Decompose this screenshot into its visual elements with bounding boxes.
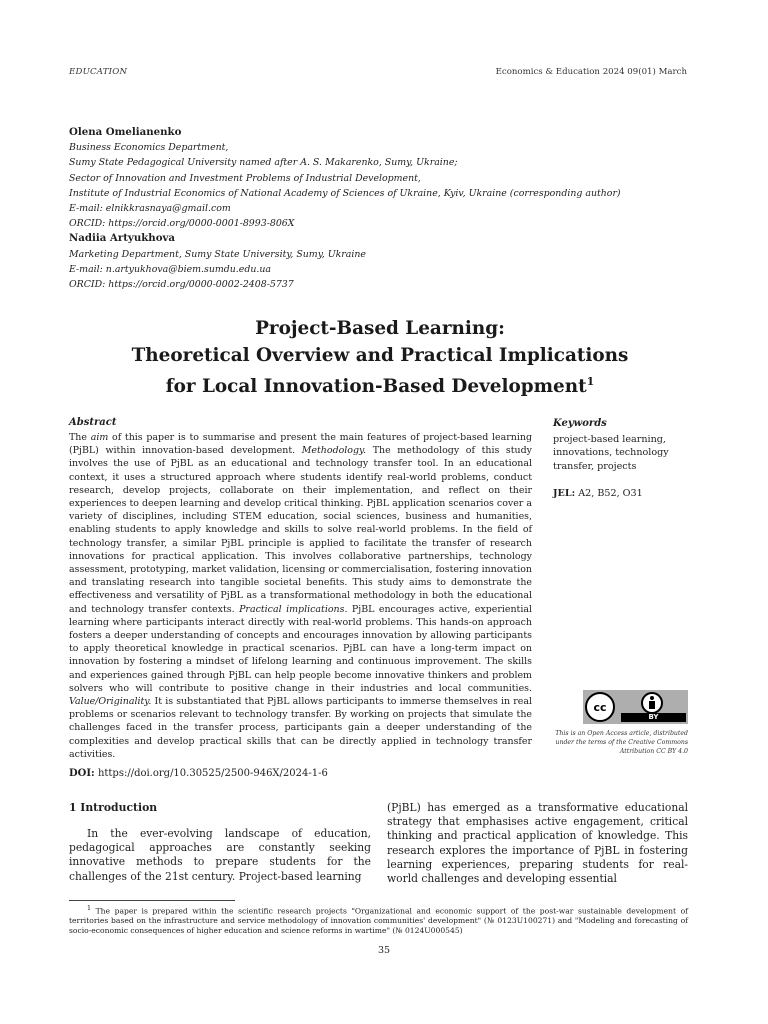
author-email[interactable]: E-mail: n.artyukhova@biem.sumdu.edu.ua — [69, 263, 271, 275]
abstract-text — [69, 431, 532, 761]
jel-label: JEL: — [553, 487, 576, 499]
keywords-sidebar — [553, 417, 693, 500]
cc-license-badge[interactable] — [583, 690, 688, 724]
by-label: BY — [621, 713, 686, 722]
title-footnote-mark[interactable]: 1 — [586, 375, 595, 388]
footnote-text: The paper is prepared within the scientific research projects "Organizational and economic support of the post-war sustainable development of territories based on the infrastructure and service methodology of innovation communities' development" (№ 0123U100271) and "Modeling and forecasting of socio-economic consequences of higher education and science reforms in wartime" (№ 0124U000545) — [69, 906, 688, 935]
page-number: 35 — [377, 945, 391, 956]
doi-line — [69, 768, 328, 779]
license-note-line: This is an Open Access article, distributed — [555, 730, 688, 737]
journal-issue: Economics & Education 2024 09(01) March — [495, 67, 687, 77]
body-column-left — [69, 801, 371, 884]
abstract-heading: Abstract — [69, 417, 117, 428]
doi-label: DOI: — [69, 768, 95, 779]
license-note-line: Attribution CC BY 4.0 — [619, 747, 688, 755]
abstract-run: The methodology of this study involves the use of PjBL as an educational and technology transfer tool. In an educational context, it uses a structured approach where students identify real-world problems, conduct research, develop projects, collaborate on their implementation, and reflect on their experiences to deepen learning and develop critical thinking. PjBL application scenarios cover a variety of disciplines, including STEM education, social sciences, business and humanities, enabling students to apply knowledge and skills to solve real-world problems. In the field of technology transfer, a similar PjBL principle is applied to facilitate the transfer of research innovations for practical application. This involves collaborative partnerships, technology assessment, prototyping, market validation, licensing or commercialisation, fostering innovation and translating research into tangible societal benefits. This study aims to demonstrate the effectiveness and versatility of PjBL as a transformational methodology in both the educational and technology transfer contexts. — [69, 445, 532, 615]
keyword-line: innovations, technology — [553, 447, 669, 459]
author-orcid[interactable]: ORCID: https://orcid.org/0000-0002-2408-5737 — [69, 279, 294, 291]
author-affiliation: Sector of Innovation and Investment Problems of Industrial Development, — [69, 172, 421, 184]
body-paragraph: (PjBL) has emerged as a transformative educational strategy that emphasises active engagement, critical thinking and practical application of knowledge. This research explores the importance of PjBL in fostering learning experiences, preparing students for real-world challenges and developing essential — [387, 801, 688, 886]
abstract-run: PjBL encourages active, experiential learning where participants interact directly with real-world problems. This hands-on approach fosters a deeper understanding of concepts and encourages innovation by allowing participants to apply theoretical knowledge in practical scenarios. PjBL can have a long-term impact on innovation by fostering a mindset of lifelong learning and continuous improvement. The skills and experiences gained through PjBL can help people become innovative thinkers and problem solvers who will contribute to positive change in their industries and local communities. — [69, 603, 532, 694]
keywords-heading: Keywords — [553, 418, 607, 429]
section-heading: 1 Introduction — [69, 801, 158, 814]
footnote-mark: 1 — [87, 905, 92, 912]
paper-title — [70, 316, 690, 401]
abstract-run: It is substantiated that PjBL allows participants to immerse themselves in real problems or scenarios relevant to technology transfer. By working on projects that simulate the challenges faced in the transfer process, participants gain a deeper understanding of the complexities and develop practical skills that can be directly applied in technology transfer activities. — [69, 696, 532, 760]
author-affiliation: Institute of Industrial Economics of National Academy of Sciences of Ukraine, Kyiv, Ukraine (corresponding author) — [69, 187, 621, 199]
license-note-line: under the terms of the Creative Commons — [555, 738, 688, 746]
abstract-emphasis: Value/Originality. — [69, 696, 152, 708]
body-column-right — [387, 801, 688, 886]
doi-link[interactable]: https://doi.org/10.30525/2500-946X/2024-1-6 — [94, 768, 328, 779]
footnote-divider — [69, 900, 235, 901]
section-label: EDUCATION — [69, 67, 128, 77]
author-name: Olena Omelianenko — [69, 126, 182, 138]
by-attribution — [619, 690, 688, 724]
abstract-emphasis: Practical implications. — [239, 603, 348, 615]
author-block — [69, 125, 689, 292]
abstract-run: of this paper is to summarise and present the main features of project-based learning (PjBL) within innovation-based development. — [69, 432, 532, 457]
jel-value: A2, B52, O31 — [575, 487, 643, 499]
title-line-text: for Local Innovation-Based Development — [165, 376, 587, 398]
license-note — [540, 730, 688, 756]
person-icon — [641, 692, 663, 714]
abstract-section — [69, 417, 532, 761]
abstract-run: The — [69, 432, 91, 443]
abstract-emphasis: Methodology. — [301, 445, 367, 457]
author-affiliation: Marketing Department, Sumy State University, Sumy, Ukraine — [69, 248, 366, 260]
abstract-emphasis: aim — [90, 432, 109, 443]
footnote — [69, 904, 688, 935]
author-orcid[interactable]: ORCID: https://orcid.org/0000-0001-8993-806X — [69, 218, 295, 230]
author-affiliation: Business Economics Department, — [69, 142, 229, 154]
body-paragraph: In the ever-evolving landscape of education, pedagogical approaches are constantly seeking innovative methods to prepare students for the challenges of the 21st century. Project-based learning — [69, 827, 371, 883]
keyword-line: transfer, projects — [553, 460, 637, 472]
author-affiliation: Sumy State Pedagogical University named after A. S. Makarenko, Sumy, Ukraine; — [69, 157, 458, 169]
jel-codes — [553, 487, 693, 500]
author-name: Nadiia Artyukhova — [69, 232, 176, 245]
cc-icon: cc — [585, 692, 615, 722]
title-line — [70, 369, 690, 401]
keyword-line: project-based learning, — [553, 434, 666, 446]
keywords-list — [553, 433, 693, 473]
title-line: Theoretical Overview and Practical Implications — [131, 344, 629, 366]
title-line: Project-Based Learning: — [255, 318, 505, 339]
author-email[interactable]: E-mail: elnikkrasnaya@gmail.com — [69, 203, 231, 215]
